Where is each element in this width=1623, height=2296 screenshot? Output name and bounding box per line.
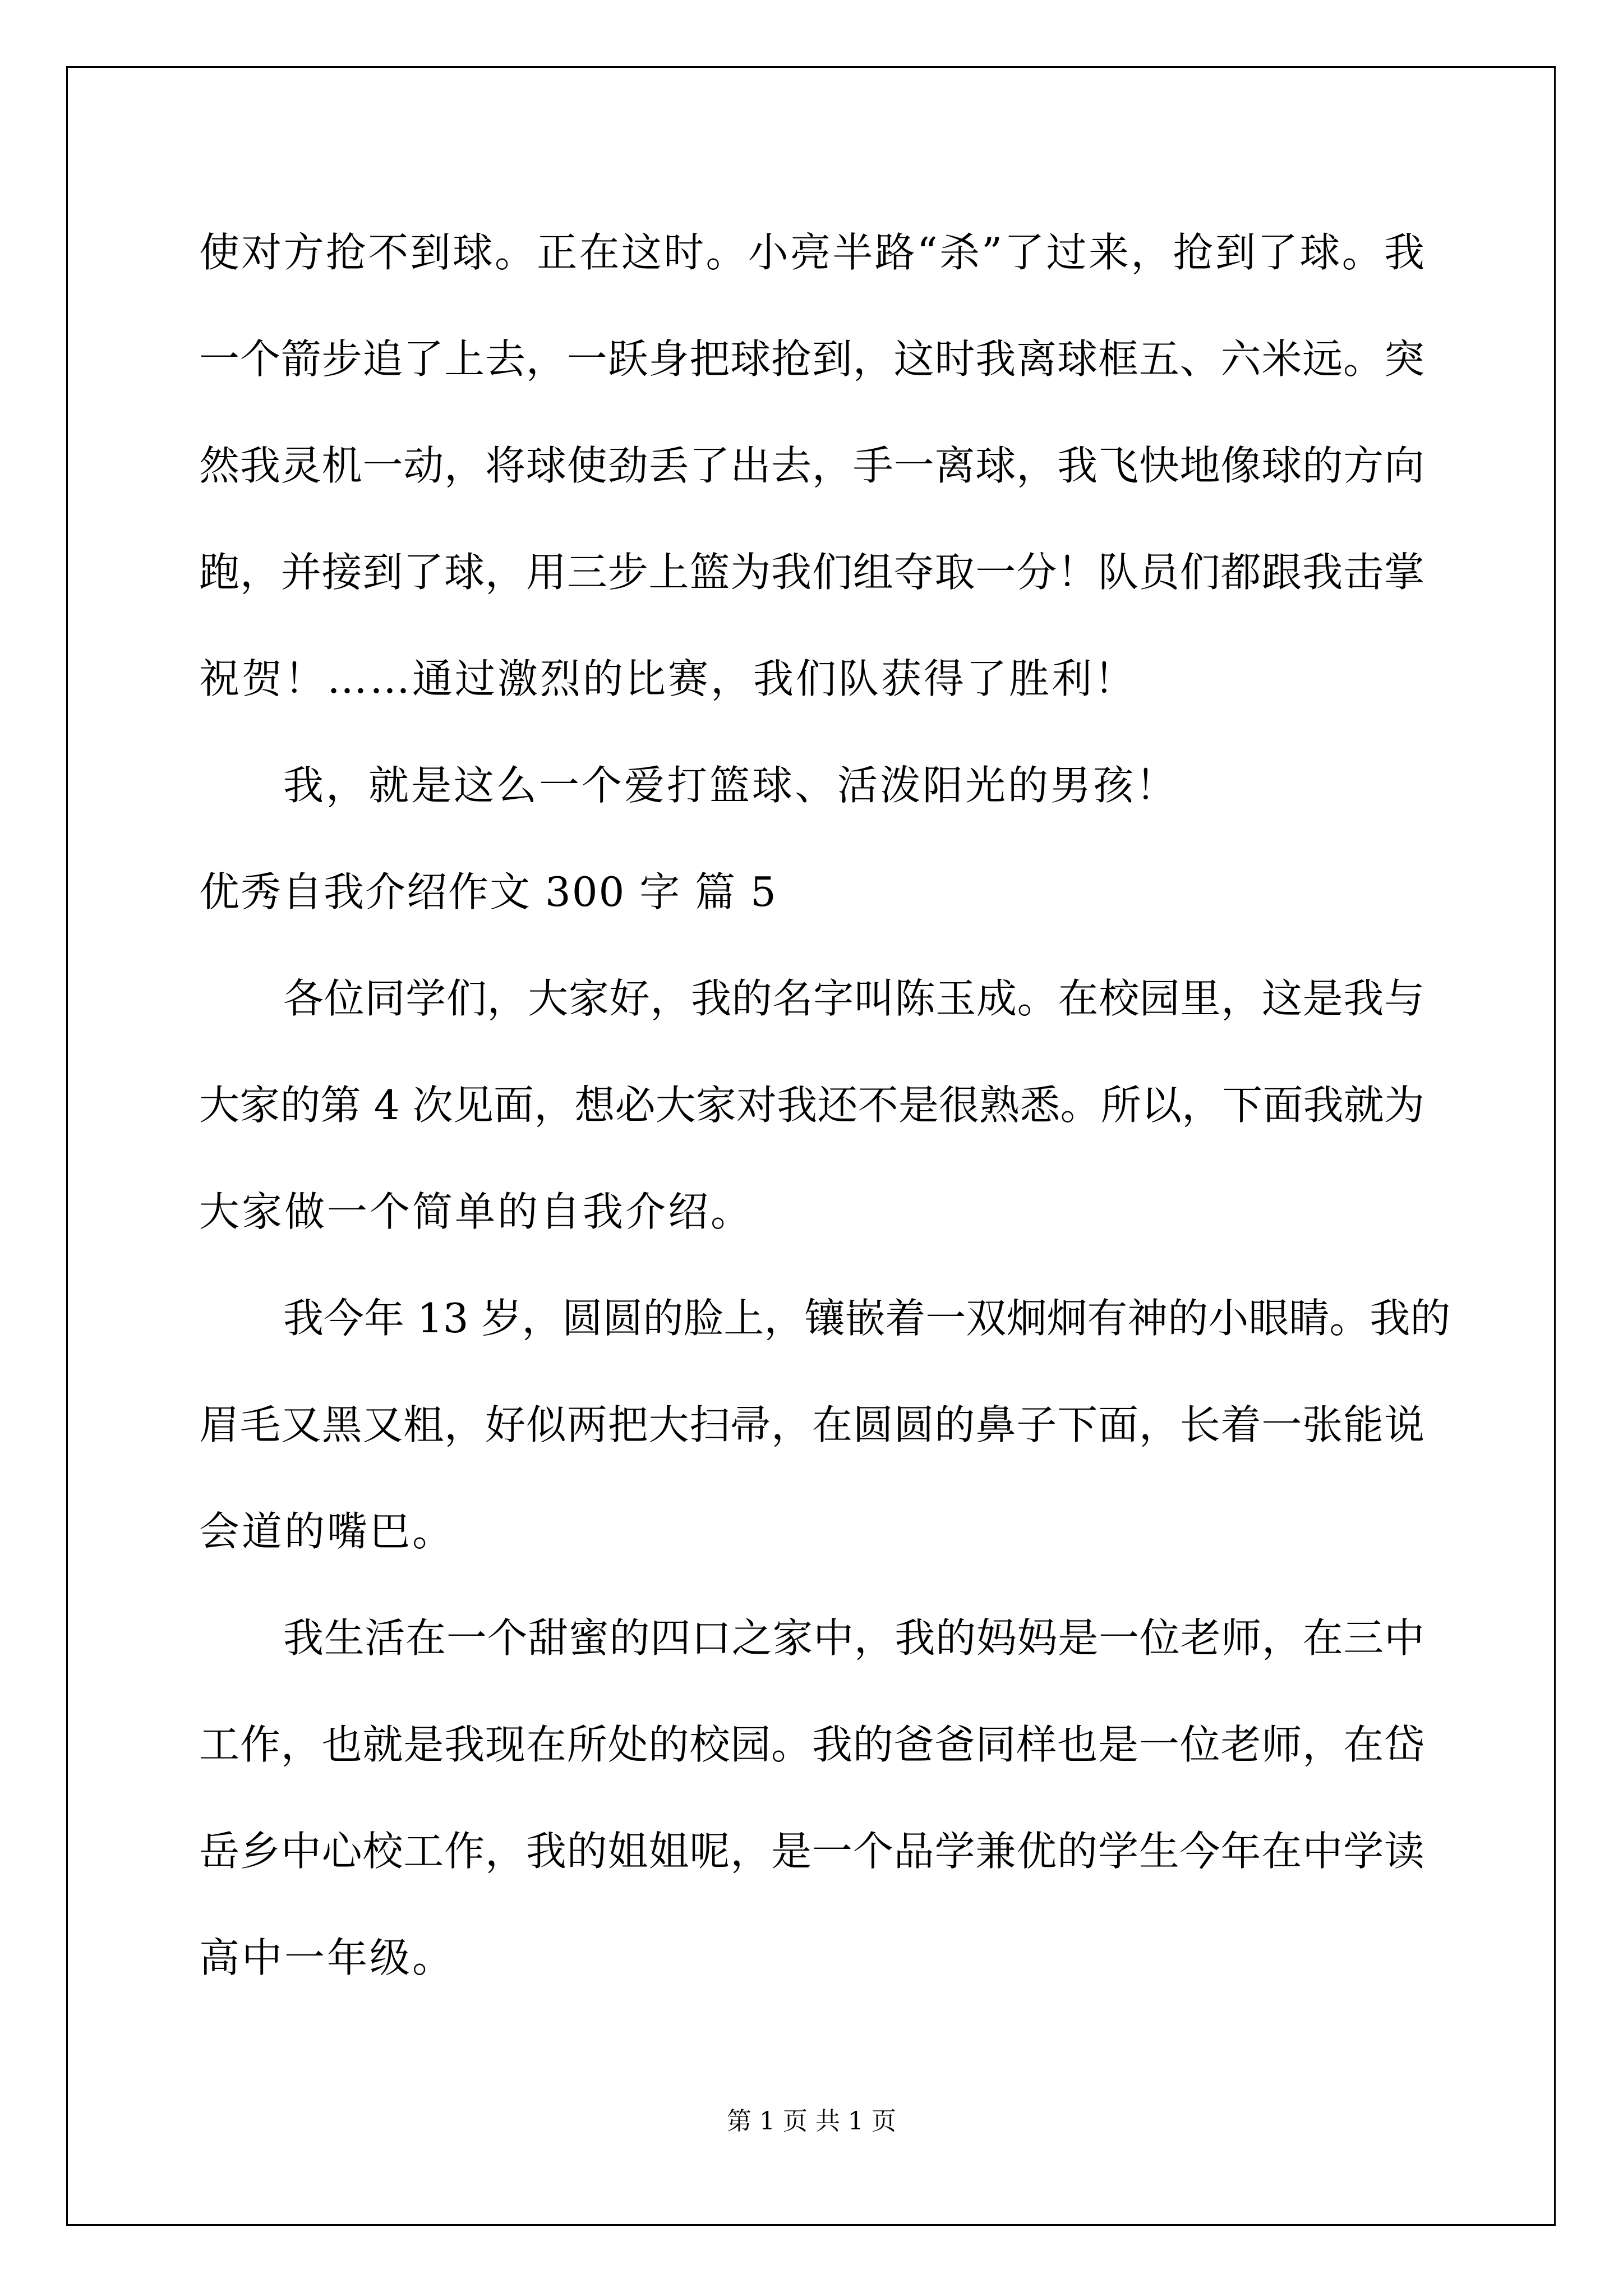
- paragraph-line: 祝贺！……通过激烈的比赛，我们队获得了胜利！: [199, 655, 1137, 702]
- paragraph-line: 高中一年级。: [199, 1934, 455, 1981]
- paragraph-line: 大家的第 4 次见面，想必大家对我还不是很熟悉。所以，下面我就为: [199, 1082, 1424, 1129]
- paragraph-line: 岳乡中心校工作，我的姐姐呢，是一个品学兼优的学生今年在中学读: [199, 1828, 1424, 1875]
- paragraph-line: 工作，也就是我现在所处的校园。我的爸爸同样也是一位老师，在岱: [199, 1721, 1424, 1768]
- paragraph-line: 使对方抢不到球。正在这时。小亮半路“杀”了过来，抢到了球。我: [199, 229, 1424, 276]
- section-heading: 优秀自我介绍作文 300 字 篇 5: [199, 868, 777, 915]
- paragraph-line: 会道的嘴巴。: [199, 1508, 455, 1555]
- paragraph-line: 我生活在一个甜蜜的四口之家中，我的妈妈是一位老师，在三中: [283, 1614, 1424, 1662]
- paragraph-line: 各位同学们，大家好，我的名字叫陈玉成。在校园里，这是我与: [283, 975, 1424, 1022]
- paragraph-line: 一个箭步追了上去，一跃身把球抢到，这时我离球框五、六米远。突: [199, 335, 1424, 383]
- paragraph-line: 我，就是这么一个爱打篮球、活泼阳光的男孩！: [283, 762, 1179, 809]
- page-number-footer: 第 1 页 共 1 页: [727, 2107, 896, 2136]
- paragraph-line: 我今年 13 岁，圆圆的脸上，镶嵌着一双炯炯有神的小眼睛。我的: [283, 1295, 1451, 1342]
- paragraph-line: 大家做一个简单的自我介绍。: [199, 1188, 754, 1235]
- page-border: [66, 66, 1556, 2226]
- paragraph-line: 跑，并接到了球，用三步上篮为我们组夺取一分！队员们都跟我击掌: [199, 549, 1424, 596]
- paragraph-line: 眉毛又黑又粗，好似两把大扫帚，在圆圆的鼻子下面，长着一张能说: [199, 1401, 1424, 1448]
- paragraph-line: 然我灵机一动，将球使劲丢了出去，手一离球，我飞快地像球的方向: [199, 442, 1424, 489]
